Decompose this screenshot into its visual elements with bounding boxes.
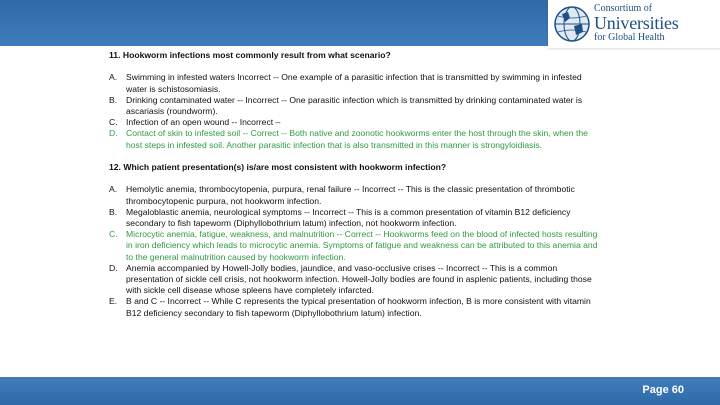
option-letter: C.: [109, 117, 118, 128]
q12-option-c-correct: [109, 229, 603, 263]
option-letter: D.: [109, 262, 118, 273]
option-letter: D.: [109, 128, 118, 139]
option-letter: E.: [109, 296, 118, 307]
option-text: B and C -- Incorrect -- While C represents the typical presentation of hookworm infection, B is more consistent with vitamin B12 deficiency secondary to fish tapeworm (Diphyllobothrium latum) infection.: [126, 296, 591, 318]
option-letter: B.: [109, 94, 118, 105]
logo-line-1: Consortium of: [594, 3, 653, 14]
quiz-content: [109, 50, 603, 319]
q11-option-d-correct: [109, 128, 603, 150]
option-letter: A.: [109, 184, 118, 195]
logo-line-3: for Global Health: [594, 32, 665, 43]
option-letter: C.: [109, 229, 118, 240]
logo-line-2: Universities: [594, 13, 679, 33]
option-text: Anemia accompanied by Howell-Jolly bodies, jaundice, and vaso-occlusive crises -- Incorrect -- This is a common presentation of sickle cell crisis, not hookworm infection. Howell-Jolly bodies are found in asplenic patients, including those with sickle cell disease whose spleens have completely infarcted.: [126, 262, 592, 296]
option-text: Hemolytic anemia, thrombocytopenia, purpura, renal failure -- Incorrect -- This is the classic presentation of thrombotic thrombocytopenic purpura, not hookworm infection.: [126, 184, 575, 206]
q11-option-b: [109, 95, 603, 117]
question-11-title: 11. Hookworm infections most commonly result from what scenario?: [109, 50, 391, 60]
q12-option-b: [109, 207, 603, 229]
page-number: Page 60: [642, 384, 684, 396]
option-text: Microcytic anemia, fatigue, weakness, and malnutrition -- Correct -- Hookworms feed on the blood of infected hosts resulting in iron deficiency which leads to microcytic anemia. Symptoms of fatigue and weakness can be attributed to this anemia and to the general malnutrition caused by hookworm infection.: [126, 229, 598, 262]
consortium-logo: [548, 0, 720, 48]
footer-band: [0, 377, 720, 405]
q12-option-d: [109, 263, 603, 297]
option-letter: A.: [109, 72, 118, 83]
q11-option-a: [109, 72, 603, 94]
globe-icon: [552, 4, 592, 44]
option-text: Drinking contaminated water -- Incorrect -- One parasitic infection which is transmitted by drinking contaminated water is ascariasis (roundworm).: [126, 94, 583, 116]
q12-option-e: [109, 296, 603, 318]
option-text: Swimming in infested waters Incorrect -- One example of a parasitic infection that is transmitted by swimming in infested water is schistosomiasis.: [126, 72, 582, 94]
q12-option-a: [109, 184, 603, 206]
option-letter: B.: [109, 206, 118, 217]
q11-option-c: [109, 117, 603, 128]
option-text: Infection of an open wound -- Incorrect –: [126, 117, 281, 128]
option-text: Contact of skin to infested soil -- Correct -- Both native and zoonotic hookworms enter the host through the skin, when the host steps in infested soil. Another parasitic infection that is also transmitted in this manner is strongyloidiasis.: [126, 128, 588, 150]
question-12-title: 12. Which patient presentation(s) is/are most consistent with hookworm infection?: [109, 162, 447, 172]
option-text: Megaloblastic anemia, neurological symptoms -- Incorrect -- This is a common presentation of vitamin B12 deficiency secondary to fish tapeworm (Diphyllobothrium latum) infection, not hookworm infection.: [126, 206, 571, 228]
